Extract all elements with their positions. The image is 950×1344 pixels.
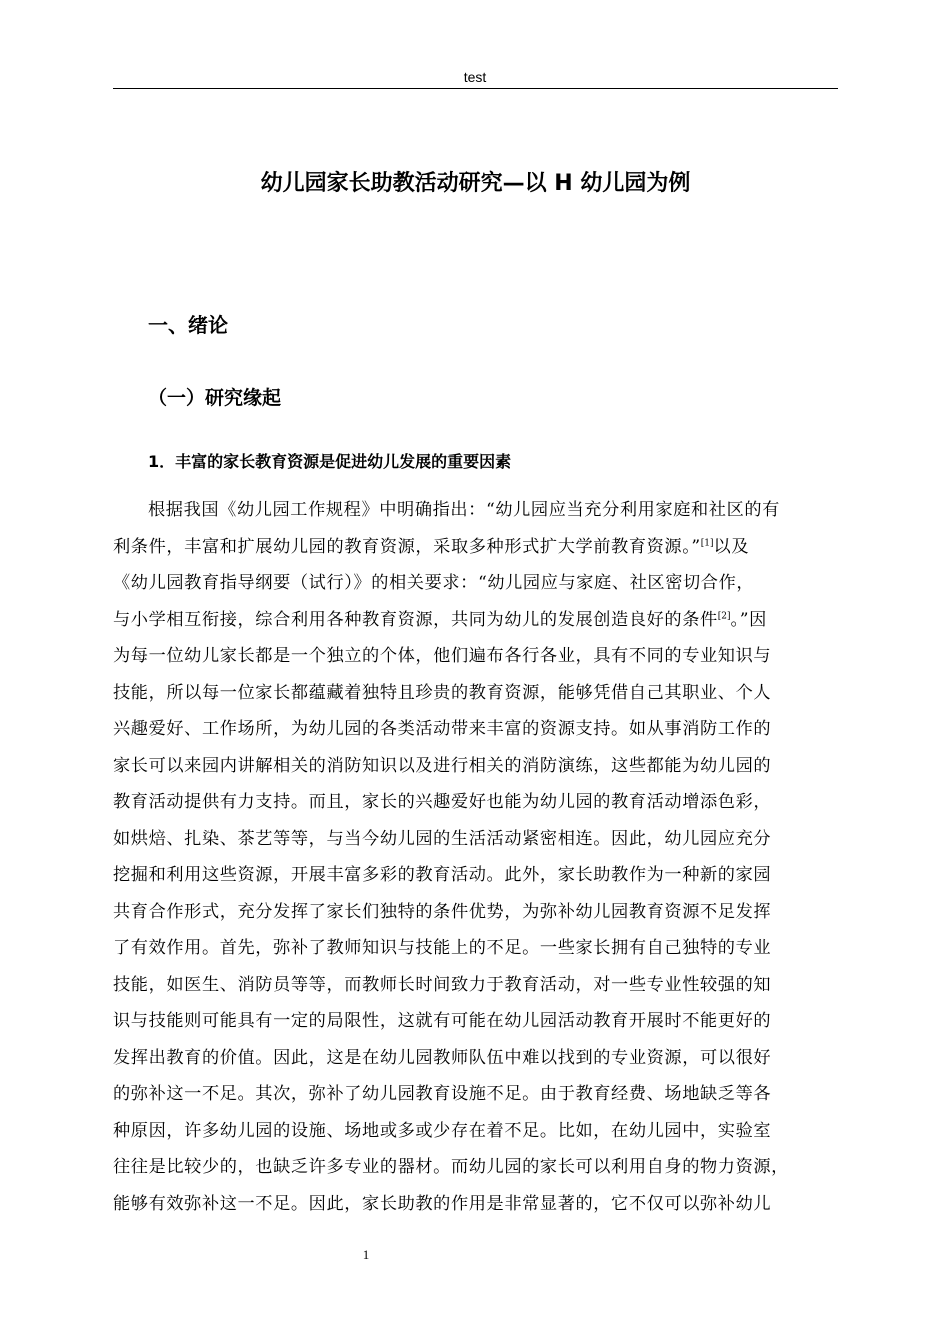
page-number: 1: [362, 1247, 370, 1262]
paragraph-line: [113, 495, 838, 532]
line-text: 技能，所以每一位家长都蕴藏着独特且珍贵的教育资源，能够凭借自己其职业、个人: [113, 682, 772, 703]
line-text: 为每一位幼儿家长都是一个独立的个体，他们遍布各行各业，具有不同的专业知识与: [113, 646, 772, 666]
paragraph-line: [113, 751, 838, 788]
line-text: 种原因，许多幼儿园的设施、场地或多或少存在着不足。比如，在幼儿园中，实验室: [113, 1120, 772, 1141]
paragraph-line: [113, 897, 838, 934]
line-text: 与小学相互衔接，综合利用各种教育资源，共同为幼儿的发展创造良好的条件: [113, 609, 718, 630]
line-text: 了有效作用。首先，弥补了教师知识与技能上的不足。一些家长拥有自己独特的专业: [113, 938, 772, 958]
citation-1[interactable]: [1]: [700, 537, 714, 548]
paragraph-line: [113, 532, 838, 569]
paragraph-line: [113, 1079, 838, 1116]
line-text: 《幼儿园教育指导纲要（试行）》的相关要求：“幼儿园应与家庭、社区密切合作，: [113, 573, 755, 593]
line-text: 的弥补这一不足。其次，弥补了幼儿园教育设施不足。由于教育经费、场地缺乏等各: [113, 1084, 772, 1104]
line-text: 往往是比较少的，也缺乏许多专业的器材。而幼儿园的家长可以利用自身的物力资源，: [113, 1157, 789, 1177]
paragraph-line: [113, 860, 838, 897]
header-divider: [113, 88, 838, 89]
paragraph-line: [113, 1043, 838, 1080]
line-text: 挖掘和利用这些资源，开展丰富多彩的教育活动。此外，家长助教作为一种新的家园: [113, 865, 772, 885]
line-text: 技能，如医生、消防员等等，而教师长时间致力于教育活动，对一些专业性较强的知: [113, 974, 772, 995]
paragraph-line: [113, 787, 838, 824]
paragraph-line: [113, 678, 838, 715]
line-text: 能够有效弥补这一不足。因此，家长助教的作用是非常显著的，它不仅可以弥补幼儿: [113, 1193, 772, 1214]
section-heading-introduction: 一、绪论: [148, 313, 228, 337]
line-text: 根据我国《幼儿园工作规程》中明确指出：“幼儿园应当充分利用家庭和社区的有: [148, 500, 780, 520]
body-paragraph: [113, 495, 838, 1225]
paragraph-line: [113, 1152, 838, 1189]
citation-2[interactable]: [2]: [717, 610, 731, 621]
paragraph-line: [113, 824, 838, 861]
line-text: 发挥出教育的价值。因此，这是在幼儿园教师队伍中难以找到的专业资源，可以很好: [113, 1047, 772, 1068]
subsection-heading-research-origin: （一）研究缘起: [148, 387, 282, 409]
line-text: 利条件，丰富和扩展幼儿园的教育资源，采取多种形式扩大学前教育资源。”: [113, 536, 701, 557]
line-text: 。”因: [730, 609, 767, 630]
paragraph-line: [113, 605, 838, 642]
paragraph-line: [113, 641, 838, 678]
paragraph-line: [113, 1189, 838, 1226]
document-title: 幼儿园家长助教活动研究—以 H 幼儿园为例: [260, 171, 691, 196]
paragraph-line: [113, 1006, 838, 1043]
paragraph-line: [113, 933, 838, 970]
page-header: test: [463, 69, 487, 85]
paragraph-line: [113, 714, 838, 751]
subsubsection-heading-parent-resources: 1．丰富的家长教育资源是促进幼儿发展的重要因素: [148, 452, 512, 471]
paragraph-line: [113, 1116, 838, 1153]
line-text: 共育合作形式，充分发挥了家长们独特的条件优势，为弥补幼儿园教育资源不足发挥: [113, 901, 772, 922]
line-text: 以及: [713, 536, 750, 557]
line-text: 家长可以来园内讲解相关的消防知识以及进行相关的消防演练，这些都能为幼儿园的: [113, 755, 772, 776]
line-text: 识与技能则可能具有一定的局限性，这就有可能在幼儿园活动教育开展时不能更好的: [113, 1011, 772, 1031]
line-text: 如烘焙、扎染、茶艺等等，与当今幼儿园的生活活动紧密相连。因此，幼儿园应充分: [113, 828, 772, 849]
line-text: 兴趣爱好、工作场所，为幼儿园的各类活动带来丰富的资源支持。如从事消防工作的: [113, 719, 772, 739]
paragraph-line: [113, 568, 838, 605]
line-text: 教育活动提供有力支持。而且，家长的兴趣爱好也能为幼儿园的教育活动增添色彩，: [113, 792, 772, 812]
paragraph-line: [113, 970, 838, 1007]
